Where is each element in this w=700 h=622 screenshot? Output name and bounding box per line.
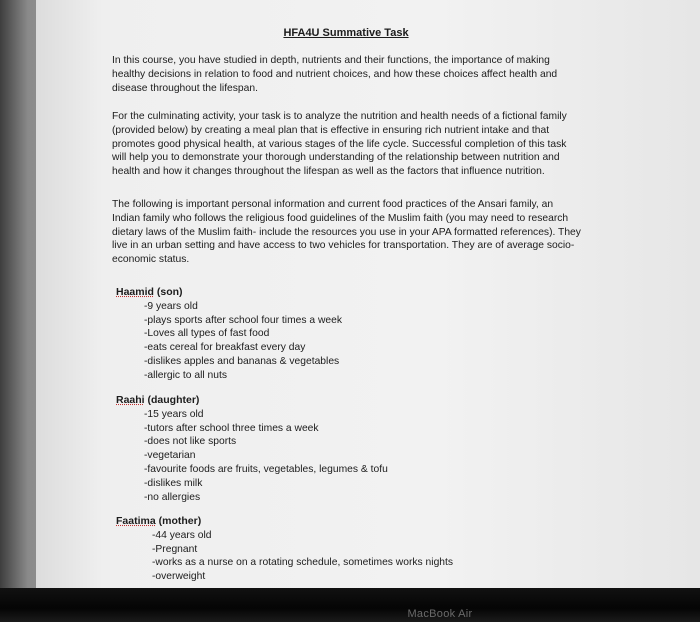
laptop-brand-label: MacBook Air (407, 608, 473, 620)
trait-item: -dislikes apples and bananas & vegetables (144, 355, 340, 367)
trait-item: -vegetarian (144, 450, 196, 462)
trait-item: -9 years old (144, 300, 198, 312)
member-heading (116, 515, 453, 529)
trait-item: -Loves all types of fast food (144, 328, 270, 340)
member-heading (116, 286, 342, 300)
document-title: HFA4U Summative Task (283, 27, 409, 39)
trait-item: -eats cereal for breakfast every day (144, 342, 306, 354)
document-page (36, 0, 700, 588)
member-traits (116, 529, 453, 584)
member-name: Haamid (116, 286, 154, 298)
member-heading (116, 394, 388, 408)
member-role: (mother) (158, 515, 202, 527)
member-traits (116, 408, 388, 505)
trait-item: -plays sports after school four times a week (144, 314, 343, 326)
member-name: Raahi (116, 394, 145, 406)
trait-item: -no allergies (144, 491, 201, 503)
family-member-faatima (116, 515, 453, 584)
trait-item: -allergic to all nuts (144, 369, 227, 381)
trait-item: -15 years old (144, 408, 204, 420)
family-paragraph: The following is important personal information and current food practices of the Ansari family, an Indian family who follows the religious food guidelines of the Muslim faith (you may need to research dietary laws of the Muslim faith- include the resources you use in your APA formatted references). They live in an urban setting and have access to two vehicles for transportation. They are of average socio-economic status. (112, 199, 581, 266)
member-name: Faatima (116, 515, 156, 527)
trait-item: -overweight (152, 571, 206, 583)
intro-paragraph: In this course, you have studied in depth, nutrients and their functions, the importance of making healthy decisions in relation to food and nutrient choices, and how these choices affect health and disease throughout the lifespan. (112, 55, 558, 94)
family-member-raahi (116, 394, 388, 504)
trait-item: -44 years old (152, 529, 212, 541)
trait-item: -dislikes milk (144, 477, 203, 489)
member-role: (daughter) (147, 394, 200, 406)
trait-item: -tutors after school three times a week (144, 422, 319, 434)
task-paragraph: For the culminating activity, your task is to analyze the nutrition and health needs of a fictional family (provided below) by creating a meal plan that is effective in ensuring rich nutrient intake and that promotes good physical health, at various stages of the life cycle. Successful completion of this task will help you to demonstrate your thorough understanding of the relationship between nutrition and health and how it changes throughout the lifespan as well as the factors that influence nutrition. (112, 111, 567, 178)
trait-item: -Pregnant (152, 543, 198, 555)
trait-item: -does not like sports (144, 436, 237, 448)
member-traits (116, 300, 342, 383)
trait-item: -favourite foods are fruits, vegetables, legumes & tofu (144, 463, 388, 475)
family-member-haamid (116, 286, 342, 383)
member-role: (son) (156, 286, 183, 298)
trait-item: -works as a nurse on a rotating schedule, sometimes works nights (152, 557, 454, 569)
